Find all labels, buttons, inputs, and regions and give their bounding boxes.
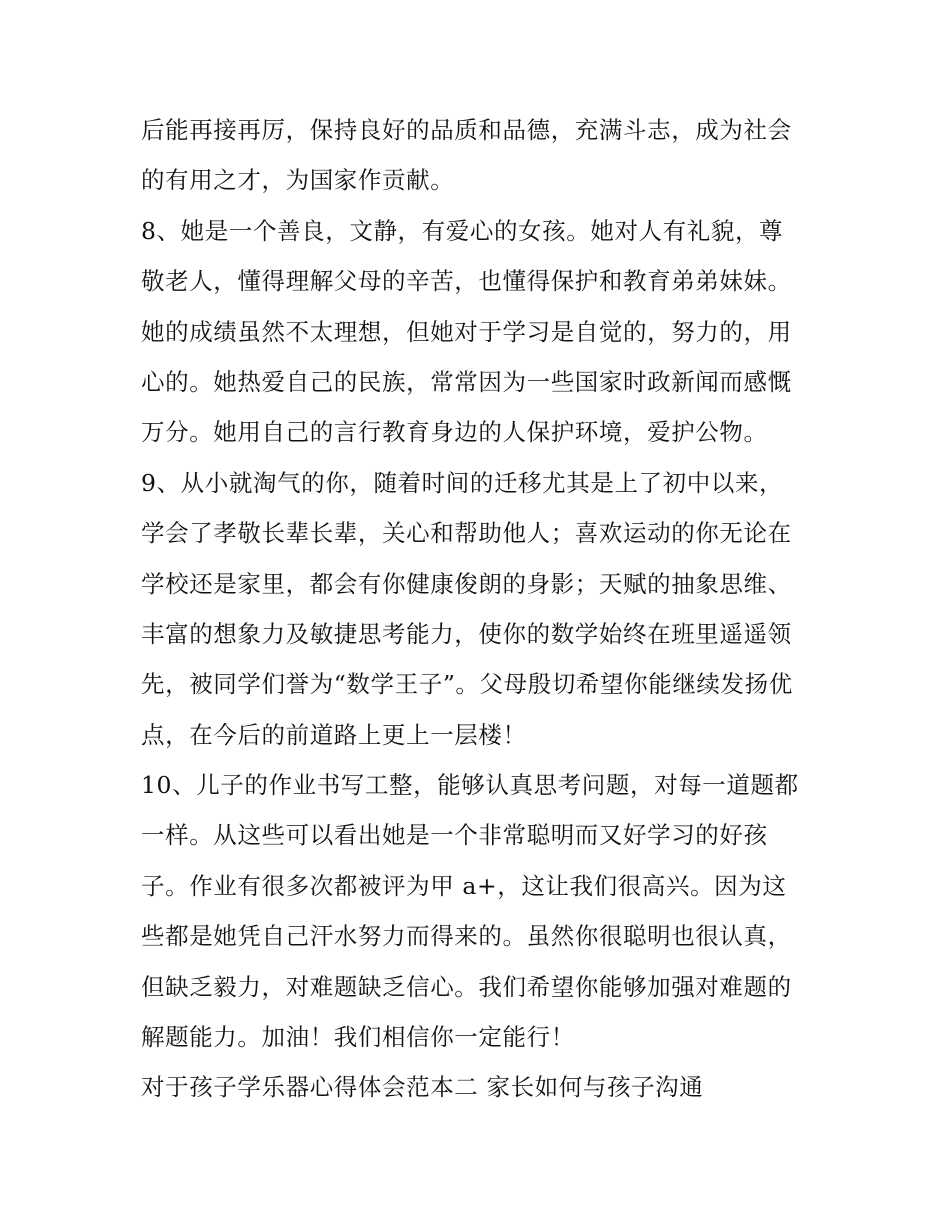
text-line: 9、从小就淘气的你，随着时间的迁移尤其是上了初中以来， (141, 468, 784, 497)
text-line: 心的。她热爱自己的民族，常常因为一些国家时政新闻而感慨 (141, 367, 792, 396)
text-line: 万分。她用自己的言行教育身边的人保护环境，爱护公物。 (141, 418, 768, 447)
text-line: 8、她是一个善良，文静，有爱心的女孩。她对人有礼貌，尊 (141, 216, 784, 245)
text-line: 她的成绩虽然不太理想，但她对于学习是自觉的，努力的，用 (141, 317, 792, 346)
text-line: 点，在今后的前道路上更上一层楼！ (141, 720, 527, 749)
text-line: 学会了孝敬长辈长辈，关心和帮助他人；喜欢运动的你无论在 (141, 519, 792, 548)
text-line: 子。作业有很多次都被评为甲 a+，这让我们很高兴。因为这 (141, 871, 787, 900)
text-line: 10、儿子的作业书写工整，能够认真思考问题，对每一道题都 (141, 771, 799, 800)
text-line: 后能再接再厉，保持良好的品质和品德，充满斗志，成为社会 (141, 116, 792, 144)
text-line: 丰富的想象力及敏捷思考能力，使你的数学始终在班里遥遥领 (141, 619, 792, 648)
text-line: 但缺乏毅力，对难题缺乏信心。我们希望你能够加强对难题的 (141, 972, 792, 1001)
document-body (141, 105, 813, 1113)
text-line: 一样。从这些可以看出她是一个非常聪明而又好学习的好孩 (141, 821, 768, 850)
section-heading: 对于孩子学乐器心得体会范本二 家长如何与孩子沟通 (141, 1073, 704, 1102)
text-line: 些都是她凭自己汗水努力而得来的。虽然你很聪明也很认真， (141, 922, 792, 951)
text-line: 解题能力。加油！我们相信你一定能行！ (141, 1023, 575, 1052)
text-line: 先，被同学们誉为“数学王子”。父母殷切希望你能继续发扬优 (141, 670, 793, 699)
text-line: 敬老人，懂得理解父母的辛苦，也懂得保护和教育弟弟妹妹。 (141, 267, 792, 296)
text-line: 学校还是家里，都会有你健康俊朗的身影；天赋的抽象思维、 (141, 569, 792, 598)
text-line: 的有用之才，为国家作贡献。 (141, 166, 455, 195)
